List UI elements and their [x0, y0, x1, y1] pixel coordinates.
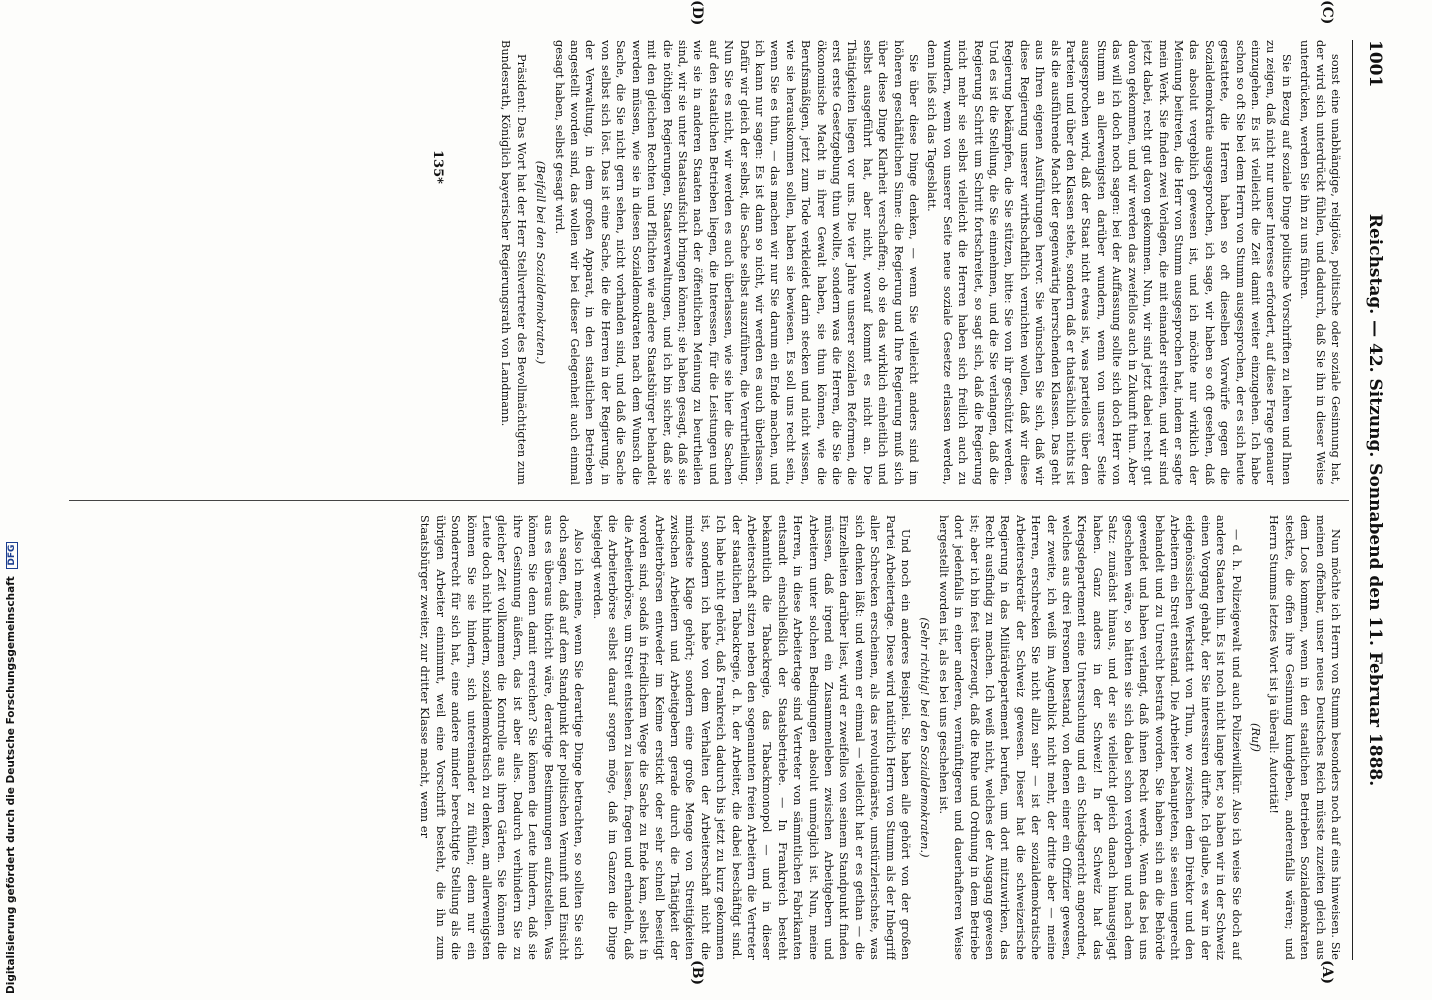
page-number: 1001: [1365, 40, 1385, 88]
paragraph: Und noch ein anderes Beispiel. Sie haben alle gehört von der großen Partei Arbeitertage. Diese wird natürlich Herrn von Stumm als der Inbegriff aller Schrecken erscheinen, als das revolutionärste, umstürzlerischste, was sich denken läßt: und wenn er einmal — vielleicht hat er es gethan — die Einzelheiten darüber liest, wird er zweifellos von seinem Standpunkt finden müssen, daß irgend ein Zusammenleben zwischen Arbeitgebern und Arbeitern unter solchen Bedingungen absolut unmöglich ist. Nun, meine Herren, in diese Arbeitertage sind Vertreter von sämmtlichen Fabrikanten entsandt einschließlich der Staatsbetriebe. — In Frankreich besteht bekanntlich die Tabackregie, das Tabackmonopol — und in dieser Arbeiterschaft sitzen neben den sogenannten freien Arbeitern die Vertreter der staatlichen Tabackregie, d. h. der Arbeiter, die dabei beschäftigt sind. Ich habe nicht gehört, daß Frankreich dadurch bis jetzt zu kurz gekommen ist, sondern ich habe von dem Verhalten der Arbeiterschaft nicht die mindeste Klage gehört; sondern eine große Menge von Streitigkeiten zwischen Arbeitern und Arbeitgebern gerade durch die Thätigkeit der Arbeiterbörsen entweder im Keime erstickt oder sehr schnell beseitigt worden sind, sodaß in friedlichem Wege die Sache zu Ende kam, selbst in die Arbeiterbörse, um Streit entstehen zu lassen, fragen und erhandeln, daß die Arbeiterbörse selbst darauf sorgen möge, daß im Ganzen die Dinge beigelegt werden.: [590, 515, 913, 960]
rotated-content: [35, 0, 1405, 1000]
text-column-second: [63, 515, 1343, 960]
paragraph: Nun möchte ich Herrn von Stumm besonders noch auf eins hinweisen. Sie meinen offenbar, unser neues Deutsches Reich müsste zuzeiten gleich aus dem Loos kommen, wenn in den staatlichen Betrieben Sozialdemokraten steckte, die offen ihre Gesinnung kundgeben, anderenfalls wären; und Herrn Stumms letztes Wort ist ja überall: Autorität!: [1267, 515, 1342, 960]
dfg-credit-text: Digitalisierung gefördert durch die Deutsche Forschungsgemeinschaft: [5, 576, 17, 994]
paragraph: (Beifall bei den Sozialdemokraten.): [534, 160, 548, 365]
dfg-logo: DFG: [6, 542, 18, 569]
margin-mark-a: (A): [1319, 960, 1335, 985]
text-column-first: [63, 40, 1343, 485]
margin-mark-d: (D): [689, 0, 705, 26]
paragraph: (Sehr richtig! bei den Sozialdemokraten.): [918, 617, 932, 858]
paragraph: Präsident: Das Wort hat der Herr Stellvertreter des Bevollmächtigten zum Bundesrath, Königlich bayerischer Regierungsrath von Landmann.: [499, 40, 528, 485]
paragraph: Sie über diese Dinge denken, — wenn Sie vielleicht anders sind im höheren geschäftlichen Sinne: die Regierung und Ihre Regierung muß sich über diese Dinge Klarheit verschaffen; ob sie das wirklich einheitlich und selbst ausgeführt hat, aber nicht, worauf kommt es nicht an. Die Thätigkeiten liegen vor uns. Die vier Jahre unserer sozialen Reformen, die erst erste Gesetzgebung thun wollte, sondern was die Herren, die Sie die ökonomische Macht in ihrer Gewalt haben, sie thun können, wie die Berufsmäßigen, jetzt zum Tode verkleidet darin stecken und nicht wissen, wie sie herauskommen sollen, haben sie bewiesen. Es soll uns recht sein, wenn Sie es thun, — das machen wir nur Sie darum ein Ende machen, und ich kann nur sagen: Es ist dann so nicht, wir werden es auch überlassen. Dafür wir gleich der selbst, die Sache selbst auszuführen, die Verurtheilung. Nun Sie es nicht, wir werden es auch überlassen, wie sie hier die Sachen auf den staatlichen Betrieben liegen, die Interessen, für die Leistungen und wie sie in anderen Staaten nach der öffentlichen Meinung zu beurtheilen sind, wir sie unter Staatsaufsicht bringen können; sie haben gesagt, daß sie die nöthigen Regierungen, Staatsverwaltungen, und ich bin sicher, daß sie mit den gleichen Rechten und Pflichten wie andere Staatsbürger behandelt werden müssen, wie sie in diesen Sozialdemokraten nach dem Wunsch die Sache, die Sie nicht gern sehen, nicht vorhanden sind, und daß die Sache von selbst sich löst. Das ist eine Sache, die die Herren in der Regierung, in der Verwaltung, in dem großen Apparat, in den staatlichen Betrieben angestellt worden sind, das wollen wir bei dieser Gelegenheit auch einmal gesagt haben, selbst gesagt wird.: [552, 40, 921, 485]
page-header: [1355, 40, 1385, 960]
paragraph: Also ich meine, wenn Sie derartige Dinge betrachten, so sollten Sie sich doch sagen, daß auf dem Standpunkt der politischen Vernunft und Einsicht aus es überaus thöricht wäre, derartige Bestimmungen aufzustellen. Was können Sie denn damit erreichen? Sie können die Leute hindern, daß sie ihre Gesinnung äußern, das ist aber alles. Dadurch verhindern Sie zu gleicher Zeit vollkommen die Kontrolle aus ihren Gärten. Sie können die Leute doch nicht hindern, sozialdemokratisch zu denken, am allerwenigsten können Sie sie hindern, sich untereinander zu fühlen; denn nur ein Sonderrecht für sich hat, eine andere minder berechtigte Stellung als die übrigen Arbeiter einnimmt, weil eine Vorschrift besteht, die ihn zum Staatsbürger zweiter, zur dritter Klasse macht, wenn er: [418, 515, 586, 960]
column-separator: [69, 500, 1349, 501]
signature-mark: 135*: [430, 150, 445, 184]
header-rule: [1352, 40, 1353, 960]
margin-mark-b: (B): [689, 960, 705, 986]
paragraph: sonst eine unabhängige, religiöse, politische oder soziale Gesinnung hat, der wird sich unterdrückt fühlen, und dadurch, daß Sie ihn in dieser Weise unterdrücken, werden Sie ihn zu uns führen.: [1298, 40, 1342, 485]
margin-mark-c: (C): [1319, 0, 1335, 25]
paragraph: (Ruf): [1248, 723, 1262, 752]
paragraph: Sie in Bezug auf soziale Dinge politische Vorschriften zu lehren und Ihnen zu zeigen, daß nicht nur unser Interesse erfordert, auf diese Frage genauer einzugehen. Es ist vielleicht die Zeit damit weiter einzugehen. Ich habe schon so oft Sie bei dem Herrn von Stumm ausgesprochen, der es sich heute gestattete, die Herren haben so oft dieselben Vorwürfe gegen die Sozialdemokratie ausgesprochen, ich sage, wir haben so oft gesehen, daß das absolut vergeblich gewesen ist, und ich möchte nur wirklich der Meinung beitreten, die Herr von Stumm ausgesprochen hat, indem er sagte mein Werk. Sie finden zwei Vorlagen, die mit einander streiten, und wir sind jetzt dabei, recht gut davon gekommen. Nun, wir sind jetzt dabei recht gut davon gekommen, und wir werden das zweifellos auch in Zukunft thun. Aber das will ich doch noch sagen: bei der Auffassung sollte sich doch Herr von Stumm an allerwenigsten darüber wundern, wenn von unserer Seite ausgesprochen wird, daß der Staat nicht etwas ist, was parteilos über den Parteien und über den Klassen stehe, sondern daß er thatsächlich nichts ist als die ausführende Macht der gegenwärtig herrschenden Klassen. Das geht aus Ihren eigenen Ausführungen hervor. Sie wünschen Sie sich, daß wir diese Regierung unserer wirthschaftlich vernichten wollen, daß wir diese Regierung bekämpfen, die Sie stützen, bitte: Sie von ihr geschützt werden. Und es ist die Stellung, die Sie einnehmen, und die Sie verlangen, daß die Regierung Schritt um Schritt fortschreitet, so sagt sich, daß die Regierung nicht mehr sie selbst vielleicht die Herren haben sich freilich auch zu wundern, wenn von unserer Seite neue soziale Gesetze erlassen werden, denn ließ sich das Tagesblatt.: [925, 40, 1293, 485]
dfg-footer: [4, 4, 18, 994]
running-title: Reichstag. — 42. Sitzung. Sonnabend den 11. Februar 1888.: [1365, 213, 1385, 787]
paragraph: — d. h. Polizeigewalt und auch Polizeiwillkür. Also ich weise Sie doch auf andere Staaten hin. Es ist noch nicht lange her, so haben wir in der Schweiz einen Vorgang gehabt, der Sie interessiren dürfte. Ich glaube, es war in der eidgenössischen Werkstatt von Thun, wo zwischen dem Direktor und den Arbeitern ein Streit entstand. Die Arbeiter behaupteten, sie seien ungerecht behandelt und zu Unrecht bestraft worden. Sie haben sich an die Behörde gewendet und haben verlangt, daß ihnen Recht werde. Wenn das bei uns geschehen wäre, so hätten sie sich dabei schon verdorben und nach dem Satz: zunächst hinaus, und der sie vielleicht gleich danach hinausgejagt haben. Ganz anders in der Schweiz! In der Schweiz hat das Kriegsdepartement eine Untersuchung und ein Schiedsgericht angeordnet, welches aus drei Personen bestand, von denen einer ein Offizier gewesen, der zweite, ich weiß im Augenblick nicht mehr, der dritte aber — meine Herren, erschrecken Sie nicht allzu sehr — ist der sozialdemokratische Arbeitersekretär der Schweiz gewesen. Dieser hat die schweizerische Regierung in das Militärdepartement berufen, um dort mitzuwirken, das Recht ausfindig zu machen. Ich weiß nicht, welches der Ausgang gewesen ist; aber ich bin fest überzeugt, daß die Ruhe und Ordnung in dem Betriebe dort jedenfalls in einer anderen, vernünftigeren und dauerhafteren Weise hergestellt worden ist, als es bei uns geschehen ist.: [936, 515, 1243, 960]
